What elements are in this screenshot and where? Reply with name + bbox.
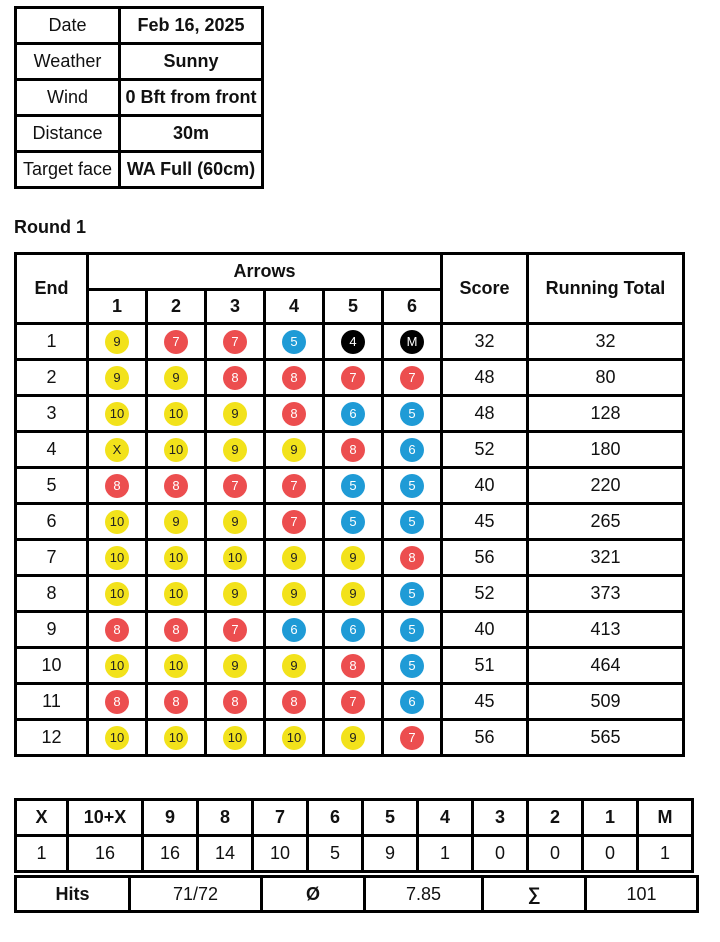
arrow-cell: [147, 324, 206, 360]
distribution-count: 16: [68, 836, 143, 872]
arrow-score-dot: 7: [282, 474, 306, 498]
arrow-cell: [206, 468, 265, 504]
arrow-cell: [206, 504, 265, 540]
arrow-score-dot: 7: [223, 474, 247, 498]
end-header: End: [16, 254, 88, 324]
arrow-score-dot: 10: [105, 510, 129, 534]
arrow-score-dot: 10: [164, 438, 188, 462]
arrow-score-dot: 9: [105, 366, 129, 390]
arrow-cell: [147, 432, 206, 468]
distribution-count: 10: [253, 836, 308, 872]
distribution-label: 10+X: [68, 800, 143, 836]
arrow-cell: [324, 360, 383, 396]
arrow-cell: [88, 612, 147, 648]
arrow-score-dot: 6: [400, 690, 424, 714]
arrow-cell: [265, 504, 324, 540]
arrow-score-dot: 7: [223, 330, 247, 354]
arrow-score-dot: 9: [341, 582, 365, 606]
arrow-cell: [265, 324, 324, 360]
arrow-cell: [147, 576, 206, 612]
arrow-score-dot: 10: [223, 726, 247, 750]
arrow-score-dot: X: [105, 438, 129, 462]
arrow-cell: [147, 504, 206, 540]
end-score: 51: [442, 648, 528, 684]
distribution-count: 0: [528, 836, 583, 872]
arrow-cell: [88, 684, 147, 720]
arrow-cell: [88, 576, 147, 612]
arrow-score-dot: 5: [400, 474, 424, 498]
running-total: 128: [528, 396, 684, 432]
distribution-count: 1: [418, 836, 473, 872]
arrow-number-header: 1: [88, 290, 147, 324]
arrow-score-dot: 9: [282, 654, 306, 678]
arrow-cell: [265, 684, 324, 720]
arrow-score-dot: 5: [400, 582, 424, 606]
arrow-cell: [383, 324, 442, 360]
arrow-score-dot: 8: [164, 690, 188, 714]
arrow-score-dot: 8: [105, 618, 129, 642]
arrow-cell: [383, 720, 442, 756]
end-row: [16, 432, 684, 468]
arrow-score-dot: 6: [400, 438, 424, 462]
distribution-count: 16: [143, 836, 198, 872]
arrow-score-dot: 8: [105, 690, 129, 714]
arrow-score-dot: 7: [282, 510, 306, 534]
arrow-cell: [265, 360, 324, 396]
end-score: 56: [442, 540, 528, 576]
arrow-number-header: 2: [147, 290, 206, 324]
running-total: 413: [528, 612, 684, 648]
end-score: 40: [442, 468, 528, 504]
end-score: 52: [442, 576, 528, 612]
arrow-score-dot: 10: [105, 582, 129, 606]
arrow-cell: [383, 540, 442, 576]
arrow-cell: [206, 576, 265, 612]
arrow-cell: [147, 360, 206, 396]
end-row: [16, 540, 684, 576]
arrow-cell: [147, 540, 206, 576]
session-info-table: [14, 6, 264, 189]
arrow-score-dot: 10: [164, 726, 188, 750]
arrow-cell: [88, 360, 147, 396]
arrow-cell: [324, 648, 383, 684]
arrow-cell: [324, 540, 383, 576]
running-total: 509: [528, 684, 684, 720]
arrow-score-dot: 5: [400, 510, 424, 534]
end-row: [16, 720, 684, 756]
arrow-cell: [88, 324, 147, 360]
score-header: Score: [442, 254, 528, 324]
arrow-cell: [265, 648, 324, 684]
distribution-label: 5: [363, 800, 418, 836]
arrow-cell: [383, 504, 442, 540]
end-row: [16, 504, 684, 540]
arrow-cell: [324, 612, 383, 648]
arrow-cell: [265, 720, 324, 756]
distribution-label: 2: [528, 800, 583, 836]
arrow-score-dot: 5: [341, 474, 365, 498]
distribution-label: 3: [473, 800, 528, 836]
arrow-cell: [88, 720, 147, 756]
distribution-label: 8: [198, 800, 253, 836]
end-row: [16, 468, 684, 504]
arrow-score-dot: 10: [223, 546, 247, 570]
arrow-score-dot: 6: [341, 402, 365, 426]
summary-table: [14, 875, 699, 913]
running-total: 464: [528, 648, 684, 684]
arrow-score-dot: 10: [105, 402, 129, 426]
arrow-score-dot: 8: [341, 654, 365, 678]
arrow-score-dot: 8: [223, 366, 247, 390]
distribution-label: 7: [253, 800, 308, 836]
arrow-score-dot: 9: [223, 402, 247, 426]
end-number: 12: [16, 720, 88, 756]
running-total-header: Running Total: [528, 254, 684, 324]
arrow-cell: [383, 684, 442, 720]
arrow-number-header: 4: [265, 290, 324, 324]
arrow-score-dot: 8: [341, 438, 365, 462]
end-row: [16, 324, 684, 360]
arrow-score-dot: 9: [164, 366, 188, 390]
end-number: 1: [16, 324, 88, 360]
distribution-count: 0: [473, 836, 528, 872]
arrow-cell: [206, 648, 265, 684]
arrow-score-dot: 8: [223, 690, 247, 714]
distribution-count: 5: [308, 836, 363, 872]
arrow-cell: [147, 468, 206, 504]
arrow-cell: [206, 360, 265, 396]
info-value: 0 Bft from front: [120, 80, 263, 116]
distribution-count: 0: [583, 836, 638, 872]
arrow-score-dot: 9: [164, 510, 188, 534]
average-value: 7.85: [365, 877, 483, 912]
arrow-cell: [88, 396, 147, 432]
info-row: [16, 116, 263, 152]
arrow-score-dot: 9: [282, 546, 306, 570]
arrow-score-dot: 9: [223, 438, 247, 462]
distribution-label: 9: [143, 800, 198, 836]
arrow-cell: [383, 648, 442, 684]
arrow-score-dot: 7: [164, 330, 188, 354]
running-total: 565: [528, 720, 684, 756]
arrow-score-dot: 7: [223, 618, 247, 642]
arrow-cell: [383, 612, 442, 648]
arrow-score-dot: 5: [400, 402, 424, 426]
arrow-score-dot: 7: [400, 726, 424, 750]
distribution-count: 1: [638, 836, 693, 872]
arrow-score-dot: 8: [282, 366, 306, 390]
arrow-cell: [383, 432, 442, 468]
end-number: 7: [16, 540, 88, 576]
arrow-score-dot: 8: [400, 546, 424, 570]
end-score: 56: [442, 720, 528, 756]
sum-value: 101: [586, 877, 698, 912]
info-label: Weather: [16, 44, 120, 80]
arrow-cell: [206, 432, 265, 468]
end-number: 5: [16, 468, 88, 504]
arrow-score-dot: 5: [400, 654, 424, 678]
info-label: Target face: [16, 152, 120, 188]
arrow-number-header: 3: [206, 290, 265, 324]
arrow-score-dot: 7: [341, 366, 365, 390]
end-number: 6: [16, 504, 88, 540]
arrow-cell: [206, 612, 265, 648]
running-total: 180: [528, 432, 684, 468]
distribution-label: 1: [583, 800, 638, 836]
arrow-number-header: 6: [383, 290, 442, 324]
arrow-score-dot: 10: [164, 546, 188, 570]
end-score: 40: [442, 612, 528, 648]
end-row: [16, 648, 684, 684]
arrow-score-dot: 10: [164, 582, 188, 606]
info-value: Sunny: [120, 44, 263, 80]
arrow-cell: [383, 360, 442, 396]
info-value: 30m: [120, 116, 263, 152]
info-row: [16, 44, 263, 80]
distribution-label: X: [16, 800, 68, 836]
end-row: [16, 576, 684, 612]
end-score: 45: [442, 684, 528, 720]
arrow-cell: [324, 432, 383, 468]
arrow-score-dot: 7: [341, 690, 365, 714]
arrow-cell: [147, 612, 206, 648]
arrow-cell: [324, 684, 383, 720]
running-total: 265: [528, 504, 684, 540]
arrow-score-dot: 9: [282, 582, 306, 606]
info-value: WA Full (60cm): [120, 152, 263, 188]
arrow-cell: [88, 648, 147, 684]
arrow-score-dot: 10: [164, 402, 188, 426]
arrow-cell: [265, 432, 324, 468]
hits-value: 71/72: [130, 877, 262, 912]
arrow-score-dot: 9: [341, 546, 365, 570]
sum-label: ∑: [483, 877, 586, 912]
score-distribution-table: [14, 798, 694, 873]
arrow-cell: [147, 648, 206, 684]
arrow-score-dot: M: [400, 330, 424, 354]
arrow-score-dot: 6: [282, 618, 306, 642]
arrow-cell: [88, 432, 147, 468]
end-number: 10: [16, 648, 88, 684]
arrow-cell: [147, 396, 206, 432]
arrow-score-dot: 9: [223, 582, 247, 606]
arrow-cell: [265, 468, 324, 504]
arrow-score-dot: 9: [282, 438, 306, 462]
end-score: 45: [442, 504, 528, 540]
arrow-number-header: 5: [324, 290, 383, 324]
arrow-cell: [324, 396, 383, 432]
average-label: Ø: [262, 877, 365, 912]
arrow-score-dot: 5: [282, 330, 306, 354]
arrow-cell: [206, 396, 265, 432]
arrow-score-dot: 9: [105, 330, 129, 354]
info-label: Distance: [16, 116, 120, 152]
arrow-score-dot: 4: [341, 330, 365, 354]
running-total: 321: [528, 540, 684, 576]
arrow-cell: [265, 540, 324, 576]
arrow-score-dot: 8: [105, 474, 129, 498]
info-row: [16, 80, 263, 116]
end-row: [16, 684, 684, 720]
arrow-score-dot: 9: [223, 510, 247, 534]
arrow-score-dot: 5: [400, 618, 424, 642]
arrow-score-dot: 10: [164, 654, 188, 678]
arrow-cell: [206, 324, 265, 360]
distribution-count: 1: [16, 836, 68, 872]
arrow-cell: [324, 576, 383, 612]
arrow-cell: [206, 684, 265, 720]
arrow-score-dot: 10: [105, 654, 129, 678]
arrow-score-dot: 8: [282, 402, 306, 426]
arrow-cell: [383, 468, 442, 504]
end-row: [16, 396, 684, 432]
arrow-cell: [383, 576, 442, 612]
arrow-score-dot: 8: [282, 690, 306, 714]
arrow-cell: [265, 576, 324, 612]
distribution-label: 4: [418, 800, 473, 836]
arrow-score-dot: 9: [223, 654, 247, 678]
distribution-label: M: [638, 800, 693, 836]
end-number: 3: [16, 396, 88, 432]
arrow-score-dot: 5: [341, 510, 365, 534]
end-row: [16, 360, 684, 396]
end-number: 9: [16, 612, 88, 648]
arrow-score-dot: 10: [105, 726, 129, 750]
end-number: 8: [16, 576, 88, 612]
arrow-score-dot: 7: [400, 366, 424, 390]
distribution-count: 9: [363, 836, 418, 872]
arrow-cell: [147, 720, 206, 756]
arrow-cell: [324, 468, 383, 504]
arrow-cell: [265, 612, 324, 648]
running-total: 220: [528, 468, 684, 504]
running-total: 32: [528, 324, 684, 360]
arrow-cell: [147, 684, 206, 720]
arrow-score-dot: 10: [282, 726, 306, 750]
hits-label: Hits: [16, 877, 130, 912]
arrows-header: Arrows: [88, 254, 442, 290]
end-score: 48: [442, 360, 528, 396]
arrow-cell: [265, 396, 324, 432]
end-number: 4: [16, 432, 88, 468]
running-total: 80: [528, 360, 684, 396]
arrow-score-dot: 6: [341, 618, 365, 642]
end-score: 32: [442, 324, 528, 360]
end-number: 2: [16, 360, 88, 396]
end-score: 48: [442, 396, 528, 432]
end-number: 11: [16, 684, 88, 720]
arrow-score-dot: 10: [105, 546, 129, 570]
arrow-cell: [383, 396, 442, 432]
arrow-score-dot: 8: [164, 474, 188, 498]
distribution-label: 6: [308, 800, 363, 836]
arrow-cell: [206, 720, 265, 756]
info-label: Date: [16, 8, 120, 44]
arrow-cell: [88, 504, 147, 540]
info-row: [16, 152, 263, 188]
end-score: 52: [442, 432, 528, 468]
arrow-cell: [206, 540, 265, 576]
running-total: 373: [528, 576, 684, 612]
arrow-cell: [324, 504, 383, 540]
arrow-cell: [88, 468, 147, 504]
arrow-score-dot: 9: [341, 726, 365, 750]
info-value: Feb 16, 2025: [120, 8, 263, 44]
distribution-count: 14: [198, 836, 253, 872]
info-row: [16, 8, 263, 44]
arrow-cell: [324, 324, 383, 360]
round-title: Round 1: [14, 217, 86, 237]
end-row: [16, 612, 684, 648]
arrow-cell: [324, 720, 383, 756]
arrow-score-dot: 8: [164, 618, 188, 642]
info-label: Wind: [16, 80, 120, 116]
score-table: [14, 252, 685, 757]
arrow-cell: [88, 540, 147, 576]
